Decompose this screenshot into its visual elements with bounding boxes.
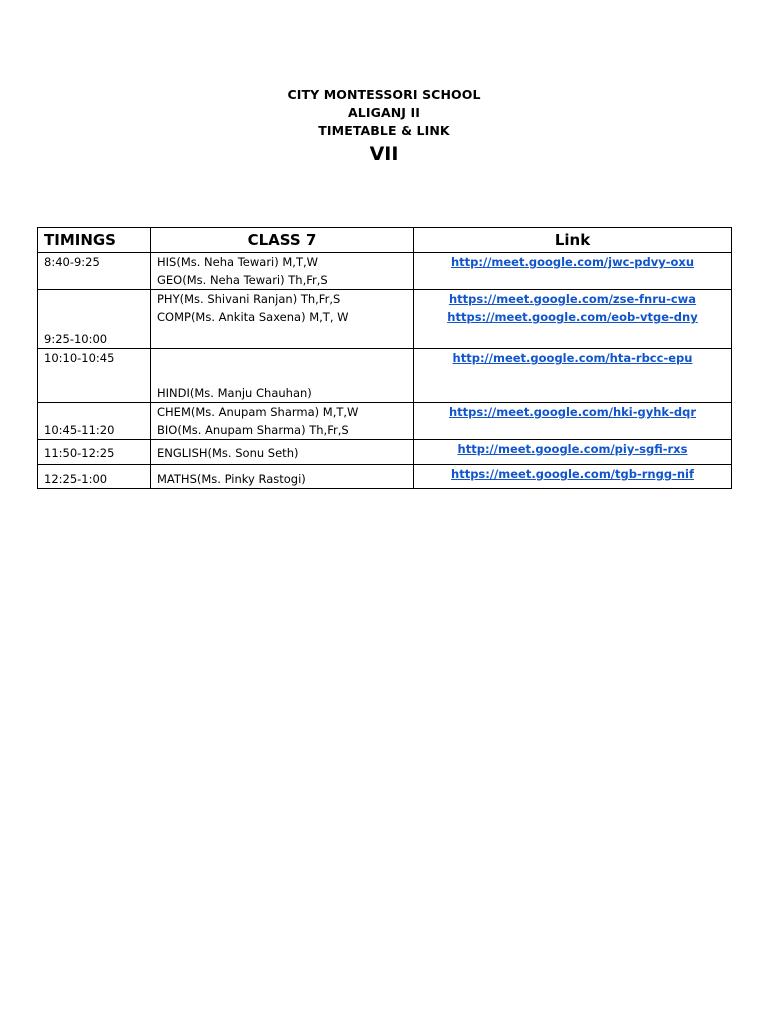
subject-text: HIS(Ms. Neha Tewari) M,T,W xyxy=(157,255,319,269)
time-cell xyxy=(38,403,151,440)
link-cell xyxy=(414,349,732,403)
branch-name: ALIGANJ II xyxy=(348,105,420,120)
time-text: 10:10-10:45 xyxy=(44,351,115,365)
table-row xyxy=(38,253,732,290)
table-row xyxy=(38,349,732,403)
meet-link[interactable]: http://meet.google.com/jwc-pdvy-oxu xyxy=(450,255,695,269)
meet-link[interactable]: https://meet.google.com/hki-gyhk-dqr xyxy=(448,405,696,419)
link-cell xyxy=(414,440,732,465)
time-text: 8:40-9:25 xyxy=(44,255,100,269)
link-cell xyxy=(414,253,732,290)
time-text: 11:50-12:25 xyxy=(44,446,115,460)
time-cell xyxy=(38,440,151,465)
subject-text: PHY(Ms. Shivani Ranjan) Th,Fr,S xyxy=(157,292,341,306)
table-row xyxy=(38,440,732,465)
time-cell xyxy=(38,253,151,290)
subject-text: HINDI(Ms. Manju Chauhan) xyxy=(157,386,312,400)
table-row xyxy=(38,403,732,440)
subject-text: GEO(Ms. Neha Tewari) Th,Fr,S xyxy=(157,273,328,287)
subject-text: COMP(Ms. Ankita Saxena) M,T, W xyxy=(157,310,349,324)
link-cell xyxy=(414,403,732,440)
timetable xyxy=(37,227,732,489)
subject-cell xyxy=(151,290,414,349)
subject-cell xyxy=(151,253,414,290)
document-subtitle: TIMETABLE & LINK xyxy=(318,123,450,138)
subject-text: CHEM(Ms. Anupam Sharma) M,T,W xyxy=(157,405,359,419)
subject-cell xyxy=(151,349,414,403)
meet-link[interactable]: https://meet.google.com/zse-fnru-cwa xyxy=(448,292,697,306)
subject-cell xyxy=(151,403,414,440)
subject-cell xyxy=(151,440,414,465)
time-cell xyxy=(38,290,151,349)
time-text: 10:45-11:20 xyxy=(44,423,115,437)
meet-link[interactable]: https://meet.google.com/eob-vtge-dny xyxy=(447,310,698,324)
table-header-row xyxy=(38,228,732,253)
subject-text: MATHS(Ms. Pinky Rastogi) xyxy=(157,472,306,486)
link-cell xyxy=(414,290,732,349)
meet-link[interactable]: https://meet.google.com/tgb-rngg-nif xyxy=(451,467,694,481)
table-row xyxy=(38,465,732,489)
time-cell xyxy=(38,465,151,489)
table-row xyxy=(38,290,732,349)
time-text: 9:25-10:00 xyxy=(44,332,108,346)
time-cell xyxy=(38,349,151,403)
meet-link[interactable]: http://meet.google.com/hta-rbcc-epu xyxy=(452,351,693,365)
grade-label: VII xyxy=(369,143,399,165)
document-header xyxy=(0,86,768,167)
school-name: CITY MONTESSORI SCHOOL xyxy=(287,87,481,102)
subject-text: BIO(Ms. Anupam Sharma) Th,Fr,S xyxy=(157,423,349,437)
time-text: 12:25-1:00 xyxy=(44,472,108,486)
meet-link[interactable]: http://meet.google.com/piy-sgfi-rxs xyxy=(457,442,688,456)
column-header-class: CLASS 7 xyxy=(151,228,414,253)
link-cell xyxy=(414,465,732,489)
column-header-timings: TIMINGS xyxy=(38,228,151,253)
subject-cell xyxy=(151,465,414,489)
subject-text: ENGLISH(Ms. Sonu Seth) xyxy=(157,446,299,460)
column-header-link: Link xyxy=(414,228,732,253)
